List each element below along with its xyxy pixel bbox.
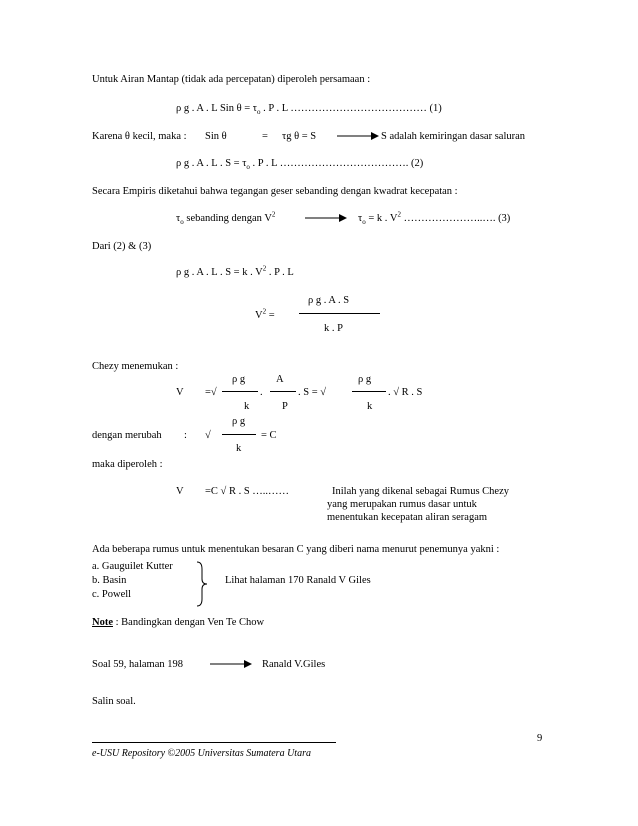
chezy-den3: k — [367, 401, 373, 412]
merubah-eq: = C — [261, 430, 277, 441]
chezy-num3: ρ g — [358, 374, 372, 385]
chezy-frac1-line — [222, 391, 258, 392]
footer-rule — [92, 742, 336, 743]
karena-sin: Sin θ — [205, 131, 227, 142]
final-eq: =C √ R . S …..…… — [205, 486, 290, 497]
lihat-text: Lihat halaman 170 Ranald V Giles — [225, 575, 371, 586]
list-item: a. Gauguilet Kutter — [92, 561, 173, 572]
chezy-dot1: . — [260, 387, 263, 398]
chezy-num1: ρ g — [232, 374, 246, 385]
merubah-colon: : — [184, 430, 187, 441]
final-note-1: Inilah yang dikenal sebagai Rumus Chezy — [332, 486, 509, 497]
final-note-3: menentukan kecepatan aliran seragam — [327, 512, 488, 523]
equation-4: ρ g . A . L . S = k . $V^2$ . P . L — [176, 264, 294, 278]
soal-ref: Ranald V.Giles — [262, 659, 326, 670]
page-number: 9 — [537, 733, 543, 744]
merubah-num: ρ g — [232, 416, 246, 427]
karena-label: Karena θ kecil, maka : — [92, 131, 187, 142]
frac1-numerator: ρ g . A . S — [308, 295, 350, 306]
chezy-frac2-line — [270, 391, 296, 392]
final-note-2: yang merupakan rumus dasar untuk — [327, 499, 477, 510]
list-item: c. Powell — [92, 589, 132, 600]
frac1-line — [299, 313, 380, 314]
equation-3-right: $\tau_o = k$ . $V^2$ …………………..…. (3) — [358, 210, 511, 227]
list-item: b. Basin — [92, 575, 127, 586]
chezy-text: Chezy menemukan : — [92, 361, 179, 372]
dari-text: Dari (2) & (3) — [92, 241, 152, 252]
final-V: V — [176, 486, 184, 497]
frac1-denominator: k . P — [324, 323, 343, 334]
merubah-label: dengan merubah — [92, 430, 162, 441]
footer-text: e-USU Repository ©2005 Universitas Sumatera Utara — [92, 748, 311, 759]
intro-text: Untuk Airan Mantap (tidak ada percepatan) diperoleh persamaan : — [92, 74, 371, 85]
equation-2: ρ g . A . L . $S = \tau_o$ . P . L ………………………………. (2) — [176, 158, 424, 172]
merubah-frac-line — [222, 434, 256, 435]
maka-text: maka diperoleh : — [92, 459, 163, 470]
equation-3-left: $\tau_o$ sebanding dengan $V^2$ — [176, 210, 276, 227]
empiris-text: Secara Empiris diketahui bahwa tegangan geser sebanding dengan kwadrat kecepatan : — [92, 186, 458, 197]
frac1-lhs: $V^2$ = — [255, 307, 275, 321]
chezy-eq: =√ — [205, 387, 217, 398]
chezy-tail: . √ R . S — [388, 387, 423, 398]
note-text: Note : Bandingkan dengan Ven Te Chow — [92, 617, 265, 628]
ada-text: Ada beberapa rumus untuk menentukan besaran C yang diberi nama menurut penemunya yakni : — [92, 544, 500, 555]
merubah-root: √ — [205, 430, 211, 441]
arrow-right-icon — [210, 659, 252, 669]
karena-eq: = — [262, 131, 268, 142]
equation-1: ρ g . A . L Sin $\theta = \tau_o$ . P . L ………………………………… (1) — [176, 103, 442, 117]
chezy-V: V — [176, 387, 184, 398]
soal-text: Soal 59, halaman 198 — [92, 659, 183, 670]
right-brace-icon — [195, 561, 209, 607]
chezy-den2: P — [282, 401, 288, 412]
salin-text: Salin soal. — [92, 696, 136, 707]
chezy-frac3-line — [352, 391, 386, 392]
chezy-dot2: . S = √ — [298, 387, 327, 398]
chezy-den1: k — [244, 401, 250, 412]
karena-note: S adalah kemiringan dasar saluran — [381, 131, 526, 142]
karena-tg: τg θ = S — [282, 131, 317, 142]
arrow-right-icon — [305, 213, 347, 223]
arrow-right-icon — [337, 131, 379, 141]
merubah-den: k — [236, 443, 242, 454]
chezy-num2: A — [276, 374, 284, 385]
